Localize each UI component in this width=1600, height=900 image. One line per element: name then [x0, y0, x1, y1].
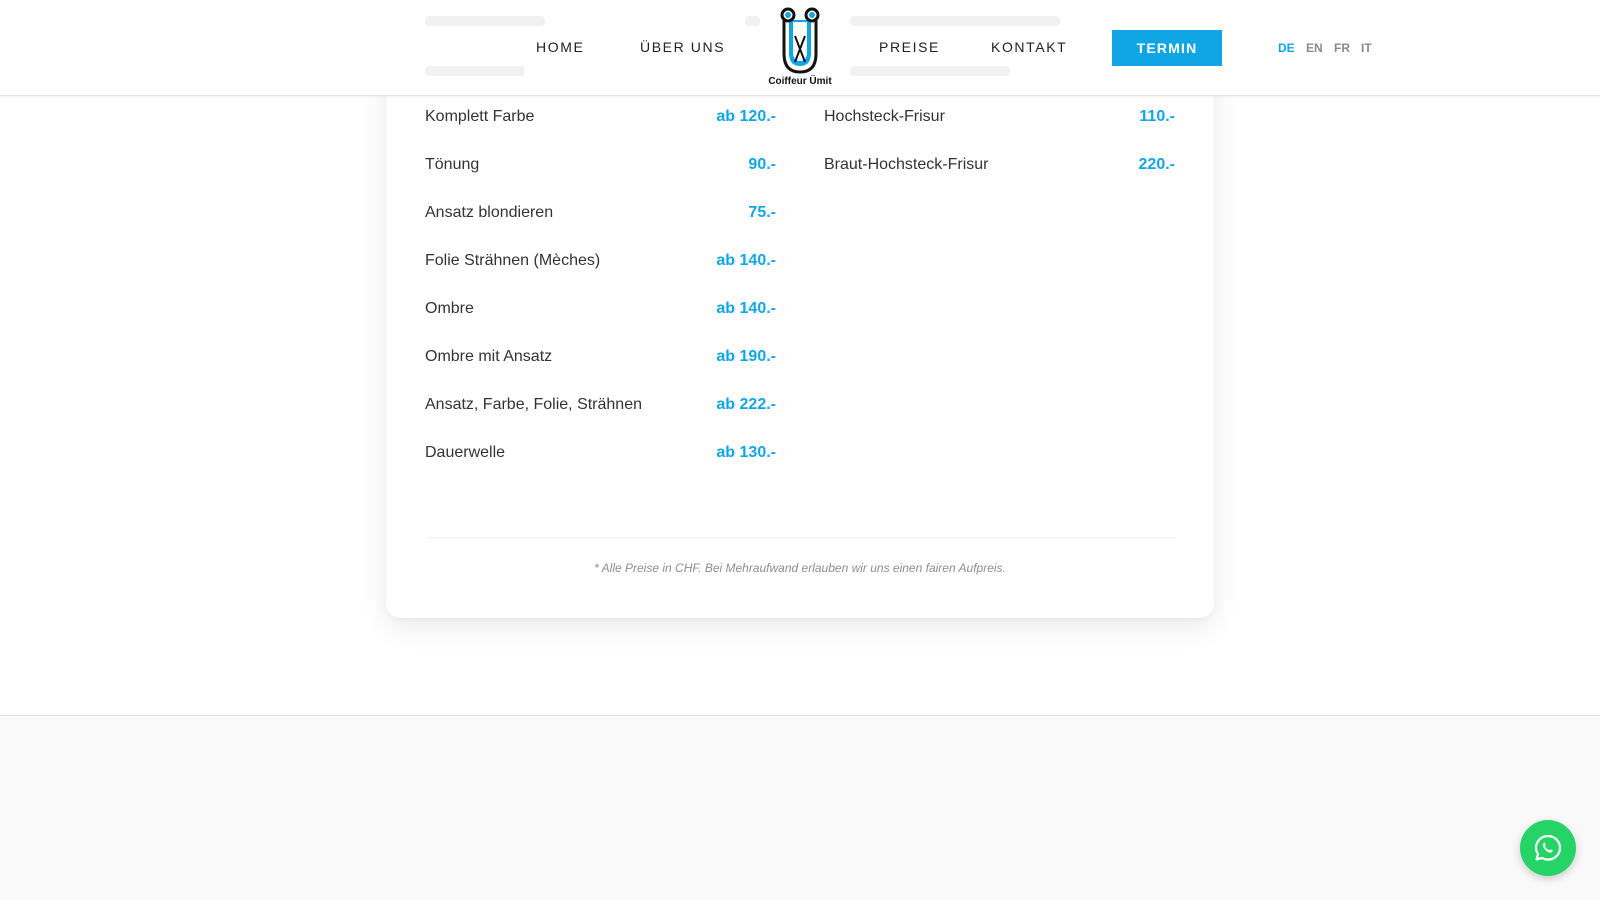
price-row — [425, 201, 776, 225]
service-name: Ombre — [425, 300, 474, 317]
service-price: ab 140.- — [716, 252, 776, 269]
scissors-u-logo-icon — [762, 6, 838, 78]
price-card — [386, 60, 1214, 618]
price-row — [425, 105, 776, 129]
nav-kontakt[interactable]: KONTAKT — [991, 39, 1068, 55]
service-name: Hochsteck-Frisur — [824, 108, 945, 125]
price-row — [425, 441, 776, 465]
site-header — [0, 0, 1600, 96]
lang-en[interactable]: EN — [1306, 41, 1323, 55]
service-price: 90.- — [748, 156, 776, 173]
service-name: Ansatz, Farbe, Folie, Strähnen — [425, 396, 642, 413]
price-row — [425, 345, 776, 369]
nav-preise[interactable]: PREISE — [879, 39, 940, 55]
nav-ueber-uns[interactable]: ÜBER UNS — [640, 39, 726, 55]
service-price: ab 130.- — [716, 444, 776, 461]
price-row — [425, 249, 776, 273]
lang-it[interactable]: IT — [1361, 41, 1372, 55]
lang-de[interactable]: DE — [1278, 41, 1295, 55]
service-price: ab 140.- — [716, 300, 776, 317]
price-row — [824, 105, 1175, 129]
termin-button[interactable]: TERMIN — [1112, 30, 1222, 66]
price-row — [425, 153, 776, 177]
coiffeur-logo[interactable] — [762, 6, 838, 92]
service-price: 75.- — [748, 204, 776, 221]
lang-fr[interactable]: FR — [1334, 41, 1350, 55]
card-divider — [428, 537, 1176, 538]
service-price: ab 120.- — [716, 108, 776, 125]
whatsapp-icon — [1532, 832, 1564, 864]
service-name: Komplett Farbe — [425, 108, 535, 125]
service-price: 220.- — [1138, 156, 1175, 173]
nav-home[interactable]: HOME — [536, 39, 585, 55]
whatsapp-button[interactable] — [1520, 820, 1576, 876]
price-row — [425, 297, 776, 321]
service-price: ab 190.- — [716, 348, 776, 365]
service-price: ab 222.- — [716, 396, 776, 413]
service-name: Ansatz blondieren — [425, 204, 554, 221]
service-name: Dauerwelle — [425, 444, 506, 461]
logo-text: Coiffeur Ümit — [768, 76, 832, 87]
service-name: Tönung — [425, 156, 480, 173]
price-row — [824, 153, 1175, 177]
price-row — [425, 393, 776, 417]
service-name: Braut-Hochsteck-Frisur — [824, 156, 989, 173]
service-name: Ombre mit Ansatz — [425, 348, 553, 365]
price-note: * Alle Preise in CHF. Bei Mehraufwand erlauben wir uns einen fairen Aufpreis. — [594, 561, 1006, 575]
service-price: 110.- — [1139, 108, 1175, 125]
service-name: Folie Strähnen (Mèches) — [425, 252, 601, 269]
footer-area — [0, 715, 1600, 900]
